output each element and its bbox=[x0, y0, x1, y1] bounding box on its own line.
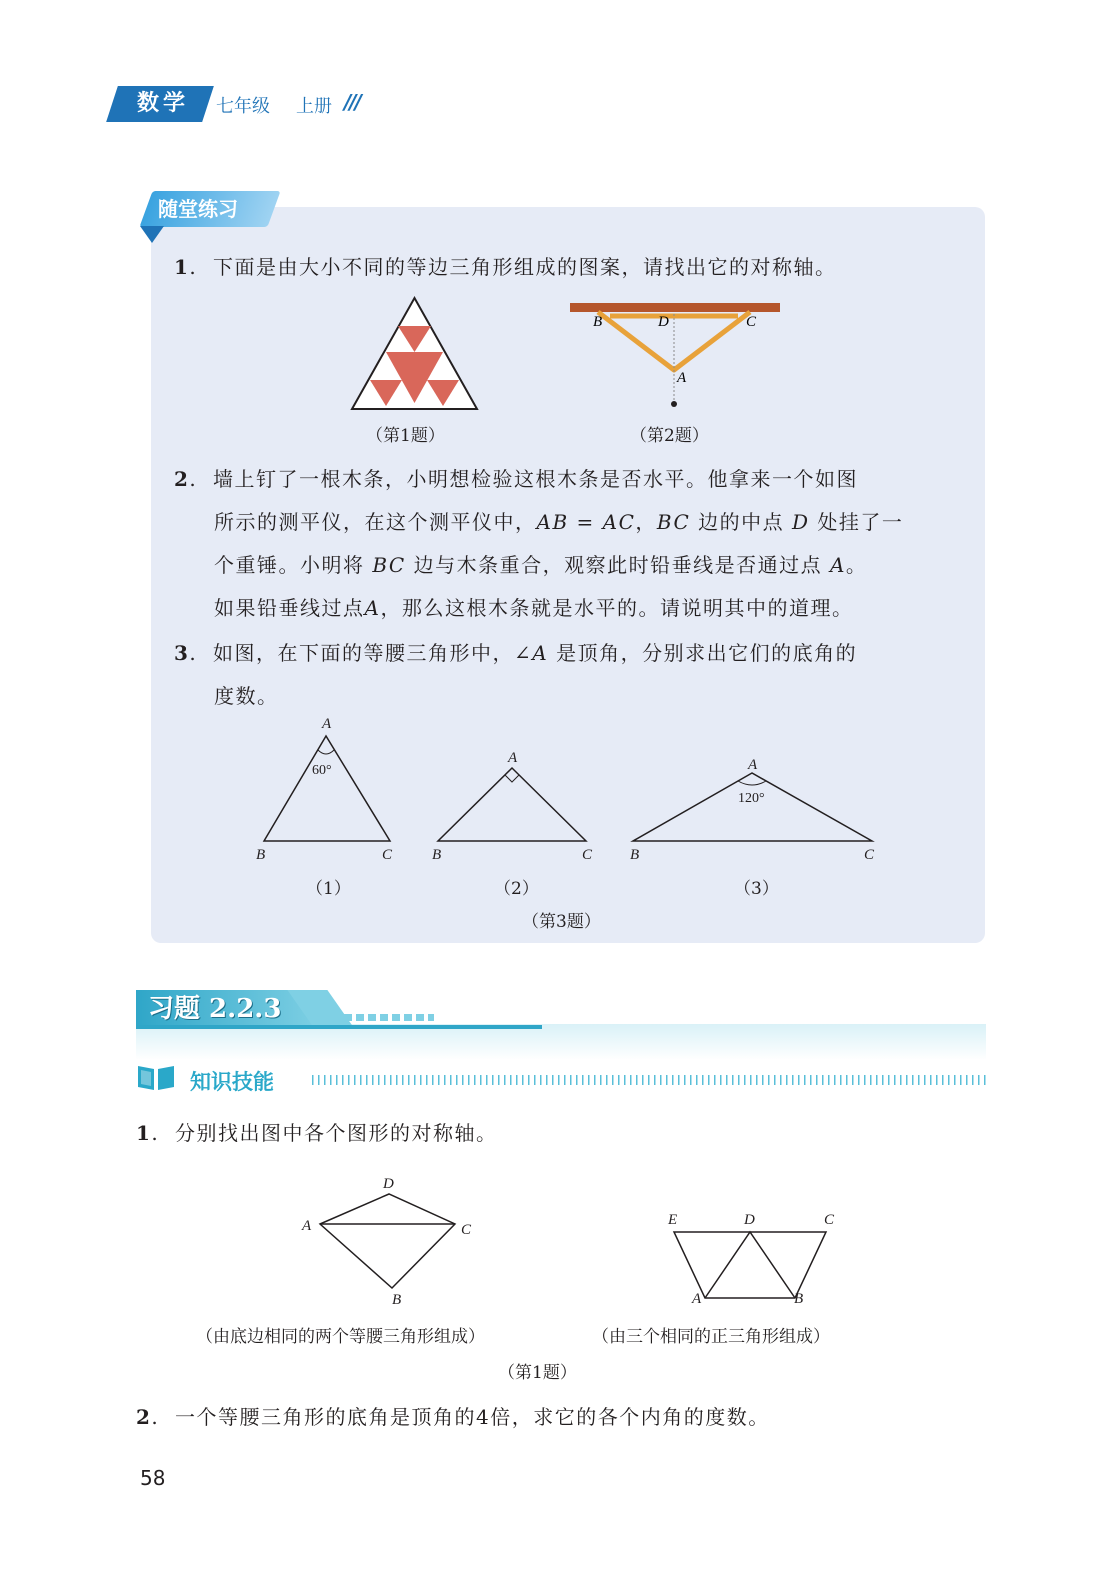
exercise-q1: 1. 分别找出图中各个图形的对称轴。 bbox=[136, 1121, 498, 1145]
fig2-caption: （第2题） bbox=[630, 426, 709, 446]
question-number: 3 bbox=[174, 641, 190, 665]
tri1-label-A: A bbox=[322, 716, 332, 732]
exercise-fig-caption: （第1题） bbox=[498, 1363, 577, 1383]
fig1-caption: （第1题） bbox=[366, 426, 445, 446]
knowledge-dots bbox=[312, 1075, 986, 1085]
figA-label-D: D bbox=[383, 1176, 394, 1192]
text: 个重锤。小明将 bbox=[214, 553, 373, 577]
figB-caption: （由三个相同的正三角形组成） bbox=[592, 1327, 830, 1347]
math: AC bbox=[602, 510, 636, 534]
figB-outline bbox=[674, 1232, 826, 1298]
practice-q3-line2: 度数。 bbox=[214, 684, 279, 708]
fig3-caption: （第3题） bbox=[522, 912, 601, 932]
tri2-label-A: A bbox=[508, 750, 518, 766]
figA-two-isosceles bbox=[294, 1168, 494, 1314]
text: 是顶角，分别求出它们的底角的 bbox=[548, 641, 858, 665]
tri3-label-B: B bbox=[630, 847, 640, 863]
math: A bbox=[829, 553, 846, 577]
practice-q3-line1: 3. 如图，在下面的等腰三角形中，∠A 是顶角，分别求出它们的底角的 bbox=[174, 641, 858, 665]
tri1-caption: （1） bbox=[306, 879, 351, 899]
plumb-weight bbox=[671, 401, 677, 407]
angle-arc-3 bbox=[738, 781, 766, 785]
text: 如果铅垂线过点 bbox=[214, 596, 365, 620]
practice-q2-line3 bbox=[214, 544, 867, 587]
text: = bbox=[568, 510, 603, 534]
figB-label-C: C bbox=[824, 1212, 835, 1228]
tri3-label-A: A bbox=[748, 757, 758, 773]
header-subject: 数学 bbox=[136, 91, 189, 116]
figA-label-A: A bbox=[302, 1218, 312, 1234]
section-title: 习题 2.2.3 bbox=[148, 994, 282, 1024]
label-D: D bbox=[658, 314, 669, 330]
header-grade: 七年级 bbox=[216, 96, 270, 117]
angle-arc-1 bbox=[318, 750, 334, 754]
text: ， bbox=[635, 510, 657, 534]
math: A bbox=[532, 641, 549, 665]
section-dashes bbox=[344, 1014, 434, 1021]
practice-q1: 1. 下面是由大小不同的等边三角形组成的图案，请找出它的对称轴。 bbox=[174, 255, 837, 279]
practice-label-triangle bbox=[140, 226, 164, 243]
triangle-3 bbox=[633, 773, 872, 841]
label-A: A bbox=[677, 370, 687, 386]
level-frame bbox=[598, 312, 750, 370]
practice-label: 随堂练习 bbox=[158, 197, 238, 221]
header-decor: /// bbox=[344, 90, 360, 114]
question-text: 墙上钉了一根木条，小明想检验这根木条是否水平。他拿来一个如图 bbox=[213, 467, 858, 491]
practice-q2-line4 bbox=[214, 587, 853, 630]
figB-label-D: D bbox=[744, 1212, 755, 1228]
tri2-label-C: C bbox=[582, 847, 593, 863]
figB-label-B: B bbox=[794, 1291, 804, 1307]
figB-label-A: A bbox=[692, 1291, 702, 1307]
right-angle-mark bbox=[505, 775, 519, 782]
figA-label-B: B bbox=[392, 1292, 402, 1308]
text: 处挂了一 bbox=[809, 510, 904, 534]
practice-q2-line2 bbox=[214, 501, 903, 544]
figB-label-E: E bbox=[668, 1212, 678, 1228]
text: 边的中点 bbox=[690, 510, 792, 534]
practice-q2-line1: 2. 墙上钉了一根木条，小明想检验这根木条是否水平。他拿来一个如图 bbox=[174, 467, 858, 491]
question-text: 一个等腰三角形的底角是顶角的4倍，求它的各个内角的度数。 bbox=[175, 1405, 770, 1429]
question-number: 2 bbox=[174, 467, 190, 491]
tri3-label-C: C bbox=[864, 847, 875, 863]
question-text: 分别找出图中各个图形的对称轴。 bbox=[175, 1121, 498, 1145]
figB-three-triangles bbox=[660, 1202, 850, 1314]
figA-label-C: C bbox=[461, 1222, 472, 1238]
question-number: 1 bbox=[136, 1121, 152, 1145]
label-C: C bbox=[746, 314, 757, 330]
exercise-q2: 2. 一个等腰三角形的底角是顶角的4倍，求它的各个内角的度数。 bbox=[136, 1405, 770, 1429]
figA-outline bbox=[320, 1194, 455, 1288]
fig2-level-instrument bbox=[560, 296, 792, 412]
tri2-label-B: B bbox=[432, 847, 442, 863]
tri1-label-B: B bbox=[256, 847, 266, 863]
text: 边与木条重合，观察此时铅垂线是否通过点 bbox=[405, 553, 830, 577]
math: BC bbox=[656, 510, 691, 534]
section-header-bg bbox=[136, 1024, 986, 1060]
triangle-1 bbox=[264, 736, 390, 841]
fig1-triangle-pattern bbox=[340, 292, 490, 417]
tri1-label-C: C bbox=[382, 847, 393, 863]
math: D bbox=[791, 510, 810, 534]
fig3-triangles bbox=[250, 710, 890, 870]
math: A bbox=[364, 596, 381, 620]
question-text: 下面是由大小不同的等边三角形组成的图案，请找出它的对称轴。 bbox=[213, 255, 837, 279]
tri2-caption: （2） bbox=[494, 879, 539, 899]
knowledge-label: 知识技能 bbox=[190, 1070, 274, 1094]
question-number: 1 bbox=[174, 255, 190, 279]
triangle-2 bbox=[438, 768, 586, 841]
text: 如图，在下面的等腰三角形中，∠ bbox=[213, 641, 533, 665]
tri3-angle-label: 120° bbox=[738, 791, 765, 806]
figA-caption: （由底边相同的两个等腰三角形组成） bbox=[196, 1327, 485, 1347]
label-B: B bbox=[593, 314, 603, 330]
book-icon bbox=[136, 1062, 176, 1092]
header-volume: 上册 bbox=[296, 96, 332, 117]
math: BC bbox=[372, 553, 406, 577]
text: 所示的测平仪，在这个测平仪中， bbox=[214, 510, 537, 534]
tri3-caption: （3） bbox=[734, 879, 779, 899]
text: ，那么这根木条就是水平的。请说明其中的道理。 bbox=[380, 596, 854, 620]
question-number: 2 bbox=[136, 1405, 152, 1429]
tri1-angle-label: 60° bbox=[312, 763, 332, 778]
figB-inner bbox=[705, 1232, 795, 1298]
page-number: 58 bbox=[140, 1466, 166, 1490]
text: 。 bbox=[845, 553, 868, 577]
math: AB bbox=[536, 510, 569, 534]
